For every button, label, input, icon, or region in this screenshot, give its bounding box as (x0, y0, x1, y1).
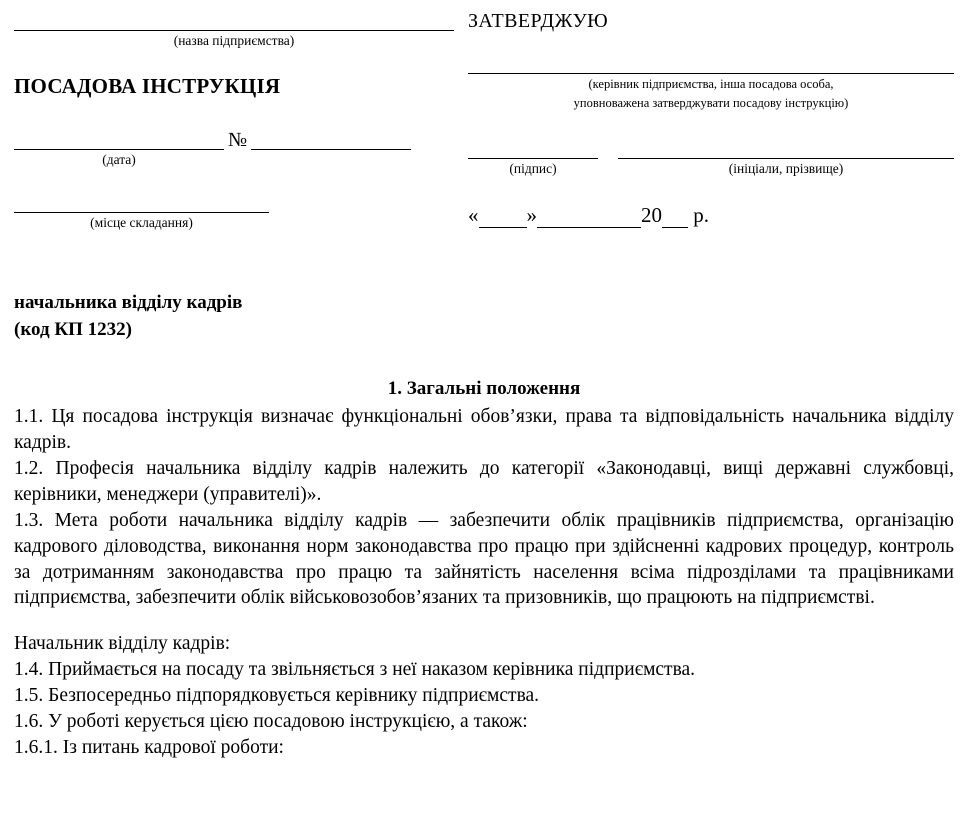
approver-blank[interactable] (468, 55, 954, 74)
paragraph-1-2: 1.2. Професія начальника відділу кадрів належить до категорії «Законодавці, вищі державні службовці, керівники, менеджери (управителі)». (14, 457, 954, 505)
paragraph-1-1: 1.1. Ця посадова інструкція визначає функціональні обов’язки, права та відповідальність начальника відділу кадрів. (14, 405, 954, 453)
header-left-column (14, 10, 454, 231)
quote-close: » (526, 202, 537, 227)
paragraph-1-6: 1.6. У роботі керується цією посадовою інструкцією, а також: (14, 711, 528, 733)
paragraph-1-6-1: 1.6.1. Із питань кадрової роботи: (14, 737, 284, 759)
section-heading: 1. Загальні положення (387, 377, 581, 399)
approver-caption-line-1: (керівник підприємства, інша посадова особа, (588, 77, 834, 91)
place-caption: (місце складання) (90, 214, 193, 230)
position-title-line-1: начальника відділу кадрів (14, 291, 243, 313)
paragraph-1-3: 1.3. Мета роботи начальника відділу кадрів — забезпечити облік працівників підприємства, організацію кадрового діловодства, виконання норм законодавства про працю при здійсненні кадрових процедур, контроль за дотриманням законодавства про працю та зайнятість населення всіма підрозділами та працівниками підприємства, забезпечити облік військовозобов’язаних та призовників, що працюють на підприємстві. (14, 509, 954, 609)
approver-caption-line-2: уповноважена затверджувати посадову інструкцію) (573, 95, 849, 110)
number-sign: № (228, 128, 248, 151)
company-name-blank[interactable] (14, 10, 454, 31)
section-body (0, 404, 968, 761)
year-blank[interactable] (662, 208, 688, 228)
paragraph-1-5: 1.5. Безпосередньо підпорядковується керівнику підприємства. (14, 685, 540, 707)
place-blank[interactable] (14, 192, 269, 213)
day-blank[interactable] (479, 208, 527, 228)
date-blank[interactable] (14, 129, 224, 150)
approve-heading: ЗАТВЕРДЖУЮ (468, 10, 609, 32)
signature-row (468, 140, 954, 177)
page-title: ПОСАДОВА ІНСТРУКЦІЯ (14, 73, 281, 98)
year-suffix: р. (693, 202, 709, 227)
signature-blank[interactable] (468, 140, 598, 159)
document-header (0, 0, 968, 231)
date-caption: (дата) (102, 151, 136, 167)
header-right-column (454, 10, 954, 231)
quote-open: « (468, 202, 479, 227)
company-name-caption: (назва підприємства) (173, 33, 295, 48)
signature-gap (598, 140, 618, 177)
initials-column (618, 140, 954, 177)
paragraph-1-4: 1.4. Приймається на посаду та звільняється з неї наказом керівника підприємства. (14, 659, 696, 681)
position-title-line-2: (код КП 1232) (14, 319, 132, 341)
initials-caption: (ініціали, прізвище) (728, 160, 844, 176)
document-number-blank[interactable] (251, 129, 411, 150)
month-blank[interactable] (537, 208, 641, 228)
signature-caption: (підпис) (509, 160, 557, 176)
paragraph-spacer (14, 611, 954, 631)
subheading-chief: Начальник відділу кадрів: (14, 633, 231, 655)
initials-blank[interactable] (618, 140, 954, 159)
year-prefix: 20 (641, 202, 662, 227)
approval-date-row (468, 203, 954, 228)
signature-column (468, 140, 598, 177)
date-number-row (14, 129, 454, 150)
position-title (14, 289, 968, 344)
